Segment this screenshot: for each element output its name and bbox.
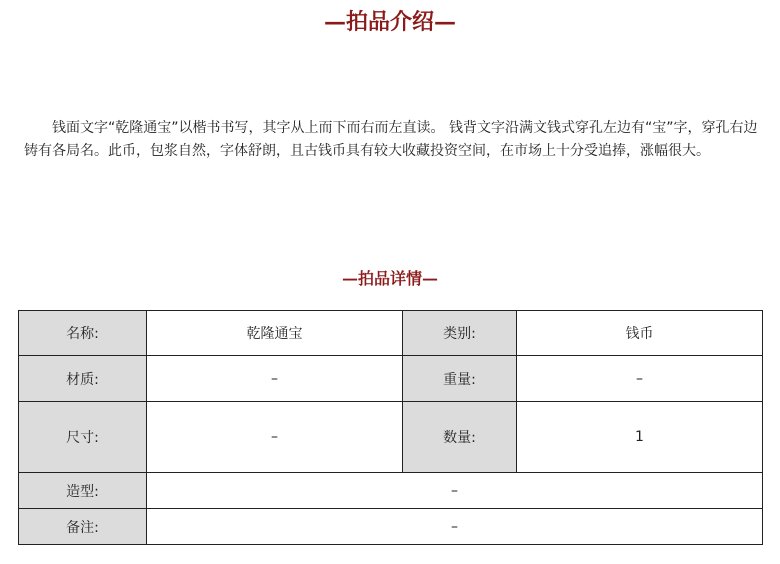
name-label: 名称: xyxy=(19,311,147,356)
intro-section-title: —拍品介绍— xyxy=(323,9,456,35)
name-value: 乾隆通宝 xyxy=(147,311,403,356)
remark-value: – xyxy=(147,509,763,545)
category-value: 钱币 xyxy=(517,311,763,356)
category-label: 类别: xyxy=(403,311,517,356)
material-label: 材质: xyxy=(19,356,147,402)
remark-label: 备注: xyxy=(19,509,147,545)
table-row-shape xyxy=(19,473,763,509)
table-row-name xyxy=(19,311,763,356)
shape-label: 造型: xyxy=(19,473,147,509)
table-row-remark xyxy=(19,509,763,545)
table-row-material xyxy=(19,356,763,402)
weight-label: 重量: xyxy=(403,356,517,402)
shape-value: – xyxy=(147,473,763,509)
table-row-size xyxy=(19,402,763,473)
size-value: – xyxy=(147,402,403,473)
size-label: 尺寸: xyxy=(19,402,147,473)
weight-value: – xyxy=(517,356,763,402)
details-section-title: —拍品详情— xyxy=(341,269,438,288)
quantity-label: 数量: xyxy=(403,402,517,473)
details-table xyxy=(18,310,763,545)
material-value: – xyxy=(147,356,403,402)
intro-paragraph: 钱面文字“乾隆通宝”以楷书书写，其字从上而下而右而左直读。 钱背文字沿满文钱式穿孔左边有“宝”字，穿孔右边铸有各局名。此币，包浆自然，字体舒朗，且古钱币具有较大收藏投资空间，在市场上十分受追捧，涨幅很大。 xyxy=(24,120,758,159)
quantity-value: 1 xyxy=(517,402,763,473)
